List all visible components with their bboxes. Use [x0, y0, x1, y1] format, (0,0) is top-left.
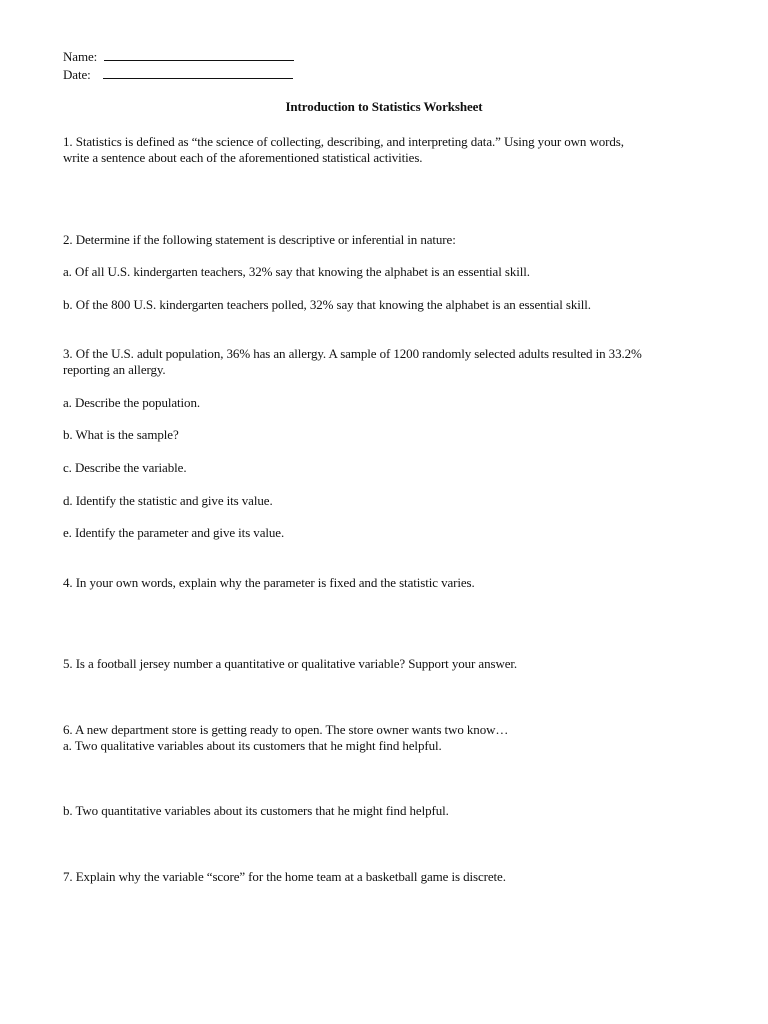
question-6-part-b: b. Two quantitative variables about its customers that he might find helpful. [63, 803, 449, 818]
worksheet-title: Introduction to Statistics Worksheet [285, 99, 483, 114]
question-6-stem: 6. A new department store is getting ready to open. The store owner wants two know… [63, 722, 509, 737]
question-3-part-d: d. Identify the statistic and give its value. [63, 493, 273, 508]
question-1-line-2: write a sentence about each of the aforementioned statistical activities. [63, 150, 423, 165]
question-5: 5. Is a football jersey number a quantitative or qualitative variable? Support your answer. [63, 656, 518, 671]
question-2-stem: 2. Determine if the following statement is descriptive or inferential in nature: [63, 232, 456, 247]
name-label: Name: [63, 49, 98, 64]
question-2-part-b: b. Of the 800 U.S. kindergarten teachers polled, 32% say that knowing the alphabet is an essential skill. [63, 297, 591, 312]
question-3-line-2: reporting an allergy. [63, 362, 166, 377]
question-1-line-1: 1. Statistics is defined as “the science of collecting, describing, and interpreting data.” Using your own words, [63, 134, 624, 149]
question-3-part-a: a. Describe the population. [63, 395, 201, 410]
name-field [63, 48, 294, 65]
question-6-part-a: a. Two qualitative variables about its customers that he might find helpful. [63, 738, 442, 753]
question-3-part-e: e. Identify the parameter and give its value. [63, 525, 285, 540]
question-3-part-c: c. Describe the variable. [63, 460, 187, 475]
question-7: 7. Explain why the variable “score” for the home team at a basketball game is discrete. [63, 869, 506, 884]
question-3-part-b: b. What is the sample? [63, 427, 179, 442]
date-blank-line[interactable] [103, 66, 293, 79]
name-blank-line[interactable] [104, 48, 294, 61]
date-label: Date: [63, 67, 91, 82]
question-3-line-1: 3. Of the U.S. adult population, 36% has an allergy. A sample of 1200 randomly selected adults resulted in 33.2% [63, 346, 642, 361]
question-2-part-a: a. Of all U.S. kindergarten teachers, 32% say that knowing the alphabet is an essential skill. [63, 264, 530, 279]
question-4: 4. In your own words, explain why the parameter is fixed and the statistic varies. [63, 575, 475, 590]
date-field [63, 66, 293, 83]
